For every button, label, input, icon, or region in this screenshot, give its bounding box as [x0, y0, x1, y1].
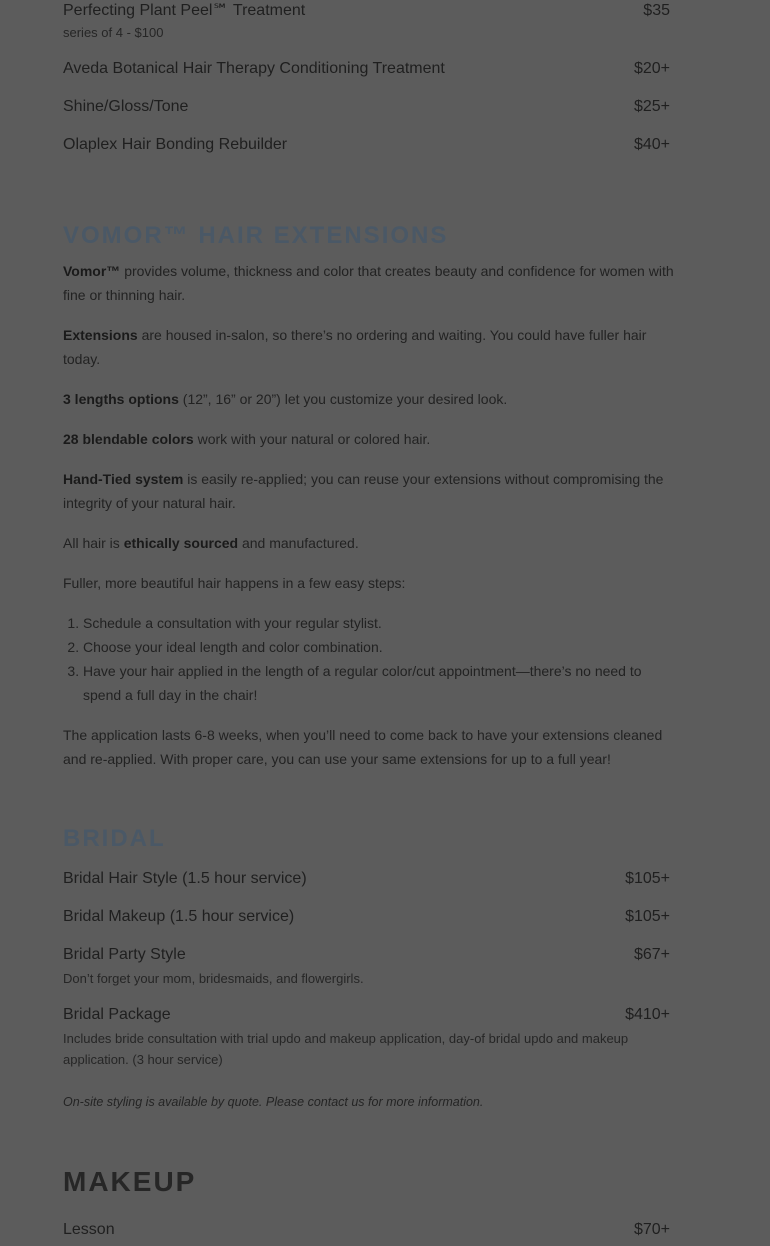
service-note: Don’t forget your mom, bridesmaids, and flowergirls. — [63, 971, 364, 986]
list-item: 2. Choose your ideal length and color combination. — [83, 635, 680, 659]
service-price: $35 — [643, 2, 670, 19]
service-name: Bridal Party Style — [63, 946, 186, 963]
service-name: Aveda Botanical Hair Therapy Conditioning Treatment — [63, 60, 445, 77]
paragraph: 28 blendable colors work with your natural or colored hair. — [63, 431, 431, 447]
service-name: Perfecting Plant Peel℠ Treatment — [63, 2, 306, 19]
service-price: $105+ — [625, 908, 670, 925]
service-item — [63, 870, 670, 888]
service-price: $67+ — [633, 946, 670, 963]
service-item — [63, 136, 670, 154]
service-name: Bridal Hair Style (1.5 hour service) — [63, 870, 307, 887]
service-name: Bridal Makeup (1.5 hour service) — [63, 908, 295, 925]
paragraph: Vomor™ provides volume, thickness and color that creates beauty and confidence for women with fine or thinning hair. — [63, 263, 674, 303]
paragraph: Extensions are housed in-salon, so there’s no ordering and waiting. You could have fuller hair today. — [63, 327, 647, 367]
service-item — [63, 908, 670, 926]
service-item — [63, 60, 670, 78]
paragraph: Fuller, more beautiful hair happens in a few easy steps: — [63, 575, 406, 591]
steps-list — [63, 611, 680, 707]
paragraph: The application lasts 6-8 weeks, when you’ll need to come back to have your extensions cleaned and re-applied. With proper care, you can use your same extensions for up to a full year! — [63, 727, 663, 767]
service-name: Shine/Gloss/Tone — [63, 98, 189, 115]
section-heading-makeup: MAKEUP — [63, 1166, 197, 1197]
section-heading-bridal: BRIDAL — [63, 825, 166, 852]
extensions-description — [63, 259, 680, 787]
service-note: series of 4 - $100 — [63, 25, 164, 40]
service-price: $105+ — [625, 870, 670, 887]
list-item: 1. Schedule a consultation with your regular stylist. — [83, 611, 680, 635]
service-item — [63, 98, 670, 116]
service-price: $25+ — [633, 98, 670, 115]
service-item — [63, 946, 670, 989]
service-price: $70+ — [633, 1221, 670, 1238]
service-note: Includes bride consultation with trial updo and makeup application, day-of bridal updo and makeup application. (3 hour service) — [63, 1031, 629, 1067]
service-price: $20+ — [633, 60, 670, 77]
service-name: Olaplex Hair Bonding Rebuilder — [63, 136, 288, 153]
list-item: 3. Have your hair applied in the length of a regular color/cut appointment—there’s no need to spend a full day in the chair! — [83, 659, 680, 707]
service-price: $40+ — [633, 136, 670, 153]
paragraph: 3 lengths options (12”, 16” or 20”) let you customize your desired look. — [63, 391, 508, 407]
service-name: Bridal Package — [63, 1006, 171, 1023]
service-price: $410+ — [625, 1006, 670, 1023]
bridal-footnote: On-site styling is available by quote. Please contact us for more information. — [63, 1095, 484, 1109]
service-item — [63, 1221, 670, 1239]
service-name: Lesson — [63, 1221, 115, 1238]
paragraph: Hand-Tied system is easily re-applied; you can reuse your extensions without compromising the integrity of your natural hair. — [63, 471, 664, 511]
paragraph: All hair is ethically sourced and manufactured. — [63, 535, 359, 551]
service-item — [63, 1006, 670, 1070]
section-heading-extensions: VOMOR™ HAIR EXTENSIONS — [63, 222, 449, 249]
service-item — [63, 0, 670, 43]
